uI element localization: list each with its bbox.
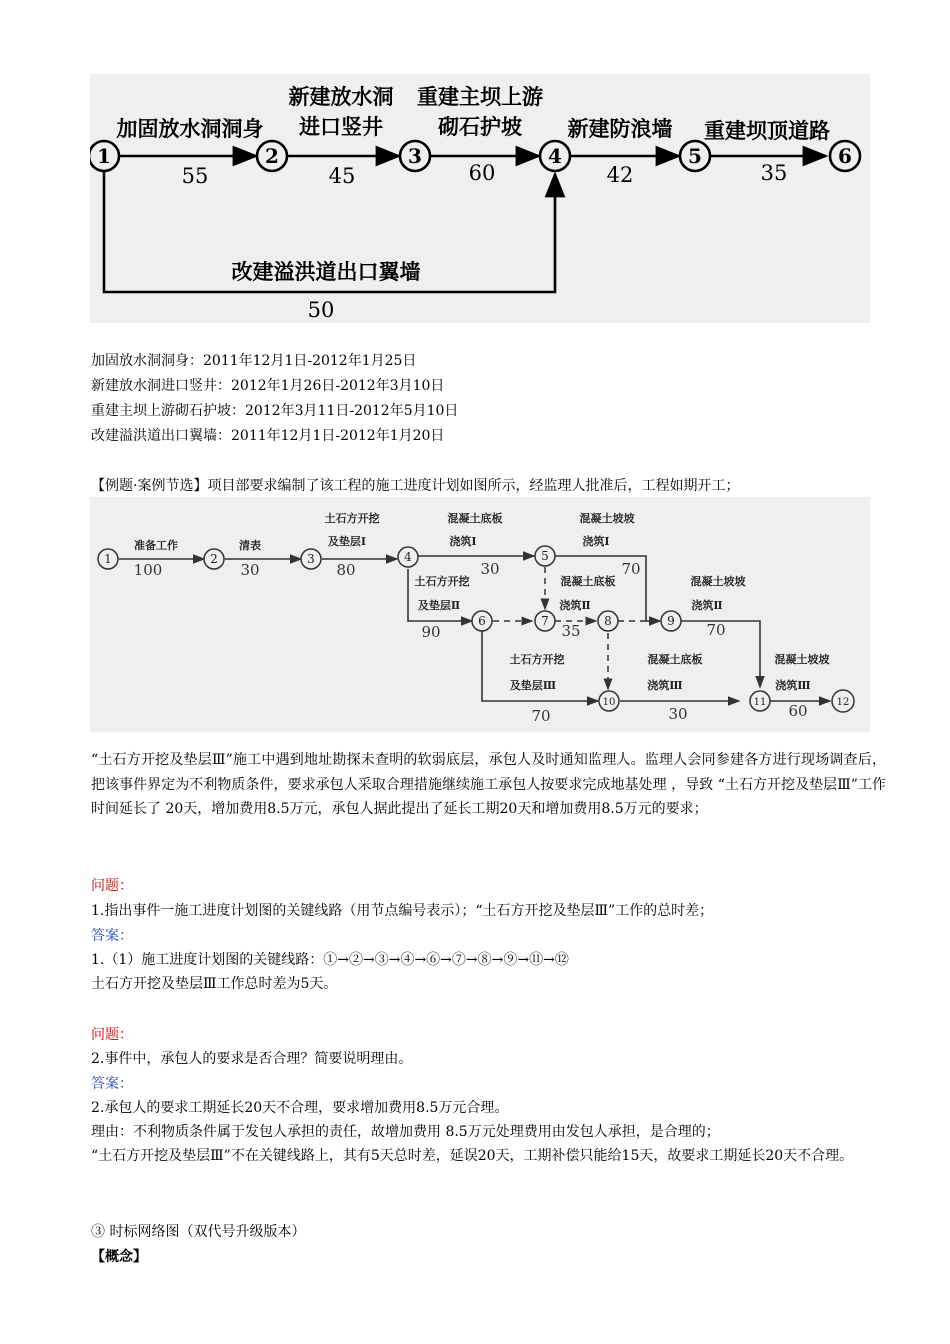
answer-label: 答案： (91, 1076, 133, 1092)
activity-label: 重建坝顶道路 (704, 118, 830, 143)
activity-label: 清表 (239, 539, 261, 552)
node-5-label: 5 (541, 549, 549, 563)
answer-line: 理由：不利物质条件属于发包人承担的责任，故增加费用 8.5万元处理费用由发包人承担，是合理的； (91, 1124, 720, 1140)
answer-line: 土石方开挖及垫层Ⅲ工作总时差为5天。 (91, 976, 338, 992)
question-text: 2.事件中，承包人的要求是否合理？简要说明理由。 (91, 1051, 413, 1067)
network-diagram-1-svg (90, 74, 870, 323)
activity-label: 及垫层Ⅲ (509, 679, 557, 692)
network-diagram-2 (90, 497, 870, 732)
activity-duration: 50 (307, 298, 335, 322)
activity-duration: 55 (181, 164, 209, 188)
activity-label: 浇筑Ⅰ (449, 535, 477, 548)
activity-label: 新建防浪墙 (567, 116, 673, 141)
example-heading: 【例题·案例节选】项目部要求编制了该工程的施工进度计划如图所示，经监理人批准后，工程如期开工； (91, 478, 740, 494)
activity-label: 浇筑Ⅱ (559, 599, 591, 612)
activity-label: 重建主坝上游 (417, 84, 543, 109)
section-title: ③ 时标网络图（双代号升级版本） (91, 1224, 306, 1240)
node-1-label: 1 (104, 552, 112, 566)
node-5-label: 5 (688, 144, 702, 168)
activity-duration: 100 (133, 561, 163, 579)
node-8-label: 8 (604, 614, 612, 628)
node-4-label: 4 (548, 144, 562, 168)
activity-label: 混凝土坡坡 (579, 512, 635, 525)
node-10-label: 10 (602, 697, 616, 708)
network-diagram-1 (90, 74, 870, 323)
schedule-line: 新建放水洞进口竖井：2012年1月26日-2012年3月10日 (91, 378, 445, 394)
node-3-label: 3 (408, 144, 422, 168)
activity-duration: 70 (706, 621, 726, 639)
node-4-label: 4 (404, 550, 412, 564)
activity-label: 改建溢洪道出口翼墙 (231, 259, 421, 284)
activity-duration: 30 (480, 560, 500, 578)
schedule-line: 重建主坝上游砌石护坡：2012年3月11日-2012年5月10日 (91, 403, 459, 419)
activity-label: 准备工作 (134, 539, 178, 552)
question-text: 1.指出事件一施工进度计划图的关键线路（用节点编号表示）；“土石方开挖及垫层Ⅲ”工作的总时差； (91, 903, 714, 919)
activity-label: 浇筑Ⅰ (582, 535, 610, 548)
activity-label: 进口竖井 (299, 114, 383, 139)
answer-line: 1.（1）施工进度计划图的关键线路：①→②→③→④→⑥→⑦→⑧→⑨→⑪→⑫ (91, 952, 569, 968)
event-paragraph: “土石方开挖及垫层Ⅲ”施工中遇到地址勘探未查明的软弱底层，承包人及时通知监理人。监理人会同参建各方进行现场调查后，把该事件界定为不利物质条件，要求承包人采取合理措施继续施工承包人按要求完成地基处理 ，导致 “土石方开挖及垫层Ⅲ”工作时间延长了 20天，增加费用8.5万元，承包人据此提出了延长工期20天和增加费用8.5万元的要求； (91, 752, 886, 817)
node-11-label: 11 (753, 697, 767, 708)
activity-label: 混凝土坡坡 (690, 575, 746, 588)
activity-label: 新建放水洞 (288, 84, 394, 109)
node-9-label: 9 (667, 614, 675, 628)
activity-duration: 60 (468, 161, 496, 185)
activity-label: 浇筑Ⅲ (647, 679, 683, 692)
node-6-label: 6 (838, 144, 852, 168)
answer-label: 答案： (91, 928, 133, 944)
activity-label: 加固放水洞洞身 (116, 116, 264, 141)
activity-duration: 70 (531, 707, 551, 725)
activity-duration: 60 (788, 702, 808, 720)
activity-label: 砌石护坡 (438, 114, 522, 139)
activity-duration: 42 (606, 163, 634, 187)
activity-duration: 35 (561, 622, 581, 640)
node-7-label: 7 (541, 614, 549, 628)
activity-label: 混凝土坡坡 (774, 653, 830, 666)
node-3-label: 3 (307, 552, 315, 566)
activity-duration: 30 (668, 705, 688, 723)
schedule-line: 改建溢洪道出口翼墙：2011年12月1日-2012年1月20日 (91, 428, 445, 444)
node-2-label: 2 (265, 144, 279, 168)
activity-label: 混凝土底板 (560, 575, 616, 588)
activity-duration: 35 (760, 161, 788, 185)
activity-label: 土石方开挖 (509, 653, 565, 666)
answer-paragraph: “土石方开挖及垫层Ⅲ”不在关键线路上，其有5天总时差，延误20天，工期补偿只能给15天，故要求工期延长20天不合理。 (91, 1148, 854, 1164)
activity-label: 土石方开挖 (414, 575, 470, 588)
node-12-label: 12 (836, 697, 850, 708)
activity-duration: 70 (621, 560, 641, 578)
activity-duration: 45 (328, 164, 356, 188)
activity-label: 及垫层Ⅰ (327, 535, 367, 548)
concept-label: 【概念】 (91, 1249, 147, 1265)
node-6-label: 6 (478, 614, 486, 628)
activity-label: 及垫层Ⅱ (417, 599, 461, 612)
activity-label: 浇筑Ⅲ (775, 679, 811, 692)
schedule-line: 加固放水洞洞身：2011年12月1日-2012年1月25日 (91, 353, 417, 369)
activity-label: 混凝土底板 (447, 512, 503, 525)
activity-label: 混凝土底板 (647, 653, 703, 666)
node-2-label: 2 (210, 552, 218, 566)
network-diagram-2-svg (90, 497, 870, 732)
activity-duration: 90 (421, 623, 441, 641)
activity-label: 浇筑Ⅱ (691, 599, 723, 612)
activity-duration: 30 (240, 561, 260, 579)
question-label: 问题： (91, 878, 133, 894)
activity-duration: 80 (336, 561, 356, 579)
node-1-label: 1 (97, 144, 111, 168)
activity-label: 土石方开挖 (324, 512, 380, 525)
answer-line: 2.承包人的要求工期延长20天不合理，要求增加费用8.5万元合理。 (91, 1100, 509, 1116)
question-label: 问题： (91, 1027, 133, 1043)
